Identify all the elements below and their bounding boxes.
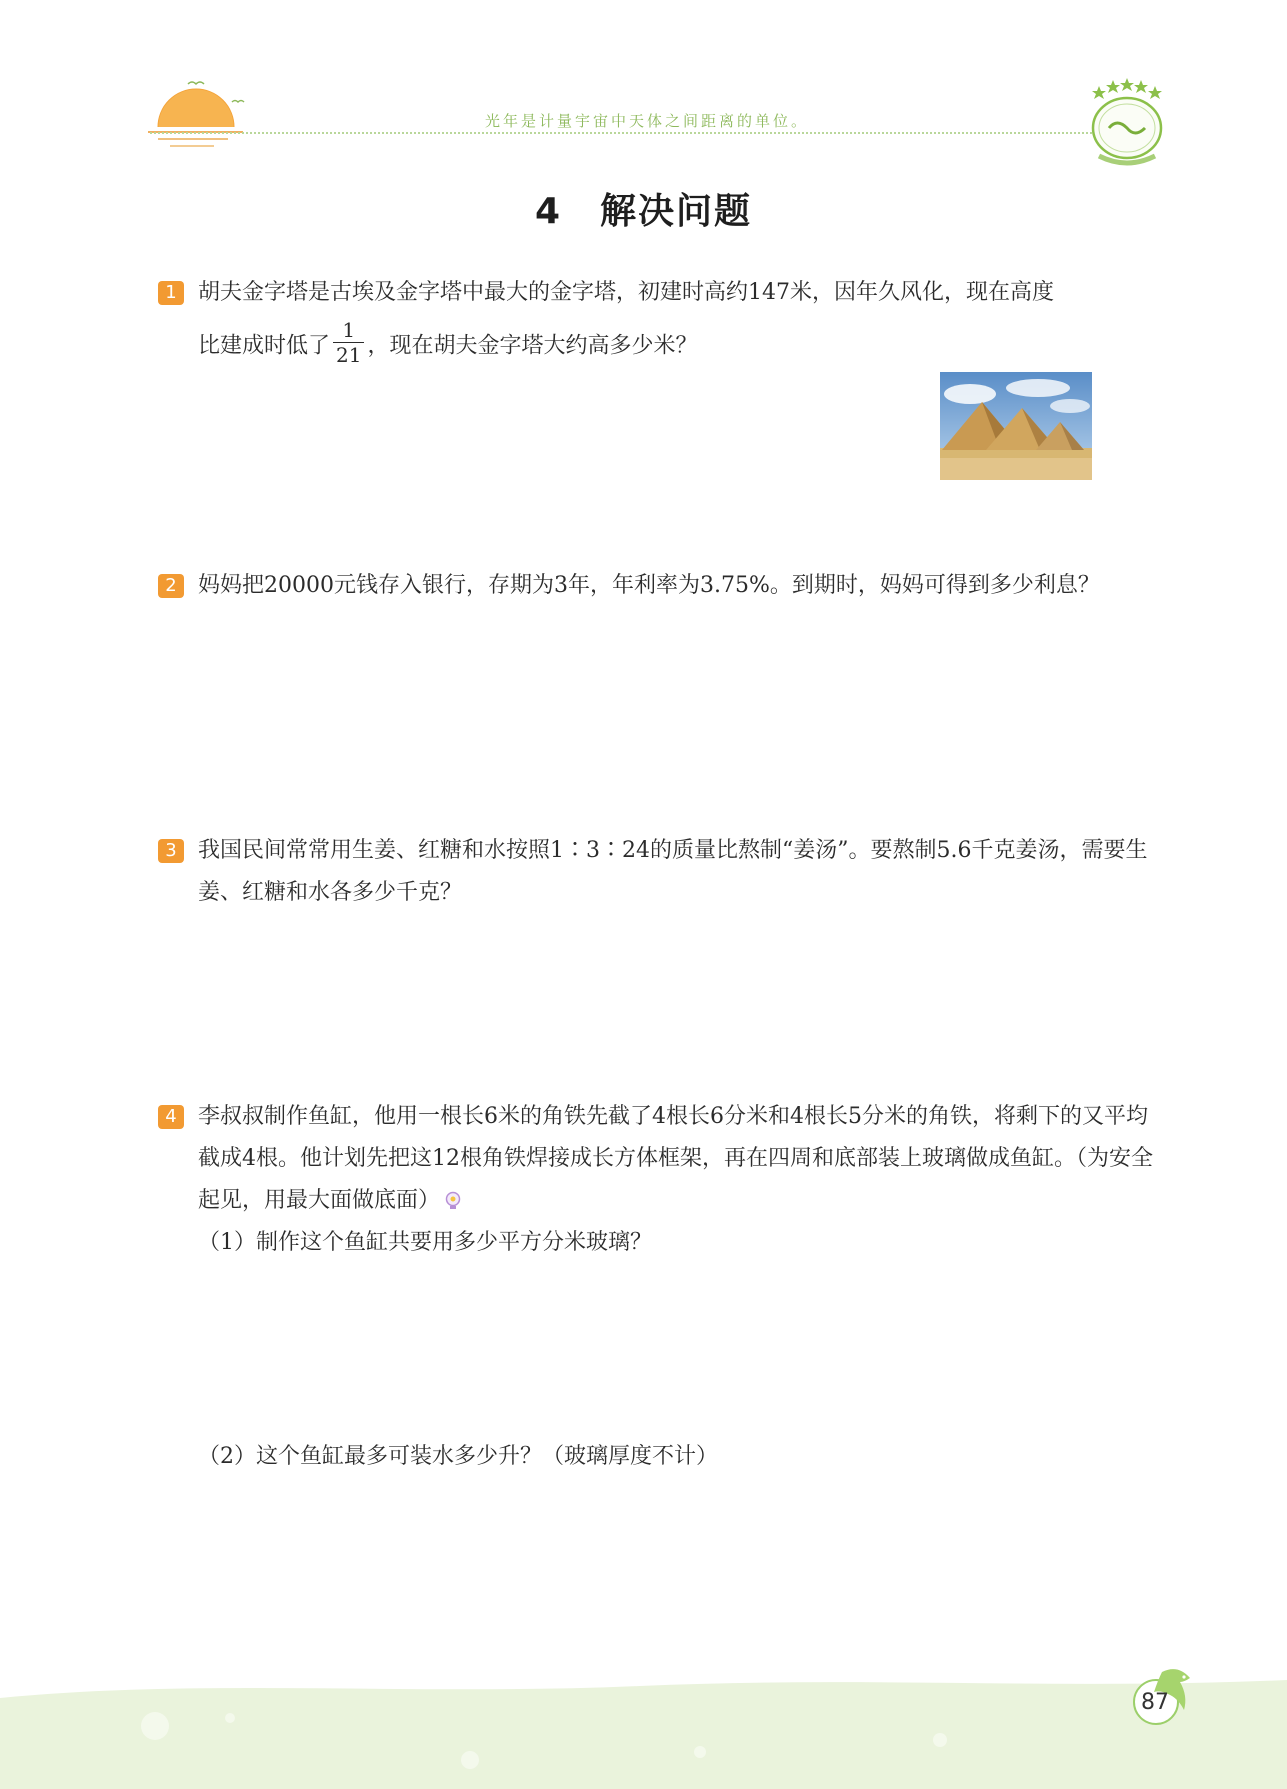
header-tagline: 光年是计量宇宙中天体之间距离的单位。 (485, 112, 810, 130)
question-3 (158, 830, 1158, 914)
question-number-badge: 1 (158, 281, 184, 305)
question-text: 妈妈把20000元钱存入银行，存期为3年，年利率为3.75%。到期时，妈妈可得到多少利息？ (198, 573, 1100, 598)
question-1 (158, 272, 1158, 371)
question-text (198, 1096, 1158, 1264)
question-line: 胡夫金字塔是古埃及金字塔中最大的金字塔，初建时高约147米，因年久风化，现在高度 (198, 280, 1054, 305)
page-number: 87 (1141, 1690, 1169, 1715)
question-2 (158, 565, 1158, 607)
question-text (198, 272, 1158, 371)
question-number-badge: 4 (158, 1105, 184, 1129)
question-4-part-2 (158, 1436, 1158, 1478)
page-title: 4 解决问题 (534, 191, 753, 232)
question-body: 李叔叔制作鱼缸，他用一根长6米的角铁先截了4根长6分米和4根长5分米的角铁，将剩下的又平均截成4根。他计划先把这12根角铁焊接成长方体框架，再在四周和底部装上玻璃做成鱼缸。（为安全起见，用最大面做底面） (198, 1104, 1153, 1213)
question-text-segment: ，现在胡夫金字塔大约高多少米？ (367, 333, 698, 359)
question-4 (158, 1096, 1158, 1264)
logo-badge (1085, 76, 1165, 166)
pyramid-image (940, 372, 1092, 480)
lightbulb-icon (444, 1191, 462, 1211)
question-text-segment: 比建成时低了 (198, 333, 331, 359)
question-text: 我国民间常常用生姜、红糖和水按照1∶3∶24的质量比熬制“姜汤”。要熬制5.6千克姜汤，需要生姜、红糖和水各多少千克？ (198, 838, 1148, 905)
fraction (333, 318, 364, 367)
footer-wave (0, 1668, 1287, 1789)
question-line (198, 318, 1158, 371)
question-number-badge: 3 (158, 839, 184, 863)
header-divider (150, 132, 1100, 134)
fraction-numerator: 1 (333, 318, 364, 343)
fraction-denominator: 21 (336, 343, 362, 367)
page-header (0, 0, 1287, 170)
sub-question-2: （2）这个鱼缸最多可装水多少升？（玻璃厚度不计） (198, 1444, 718, 1469)
question-number-badge: 2 (158, 574, 184, 598)
sub-question-1: （1）制作这个鱼缸共要用多少平方分米玻璃？ (198, 1230, 652, 1255)
sun-icon (148, 72, 248, 162)
